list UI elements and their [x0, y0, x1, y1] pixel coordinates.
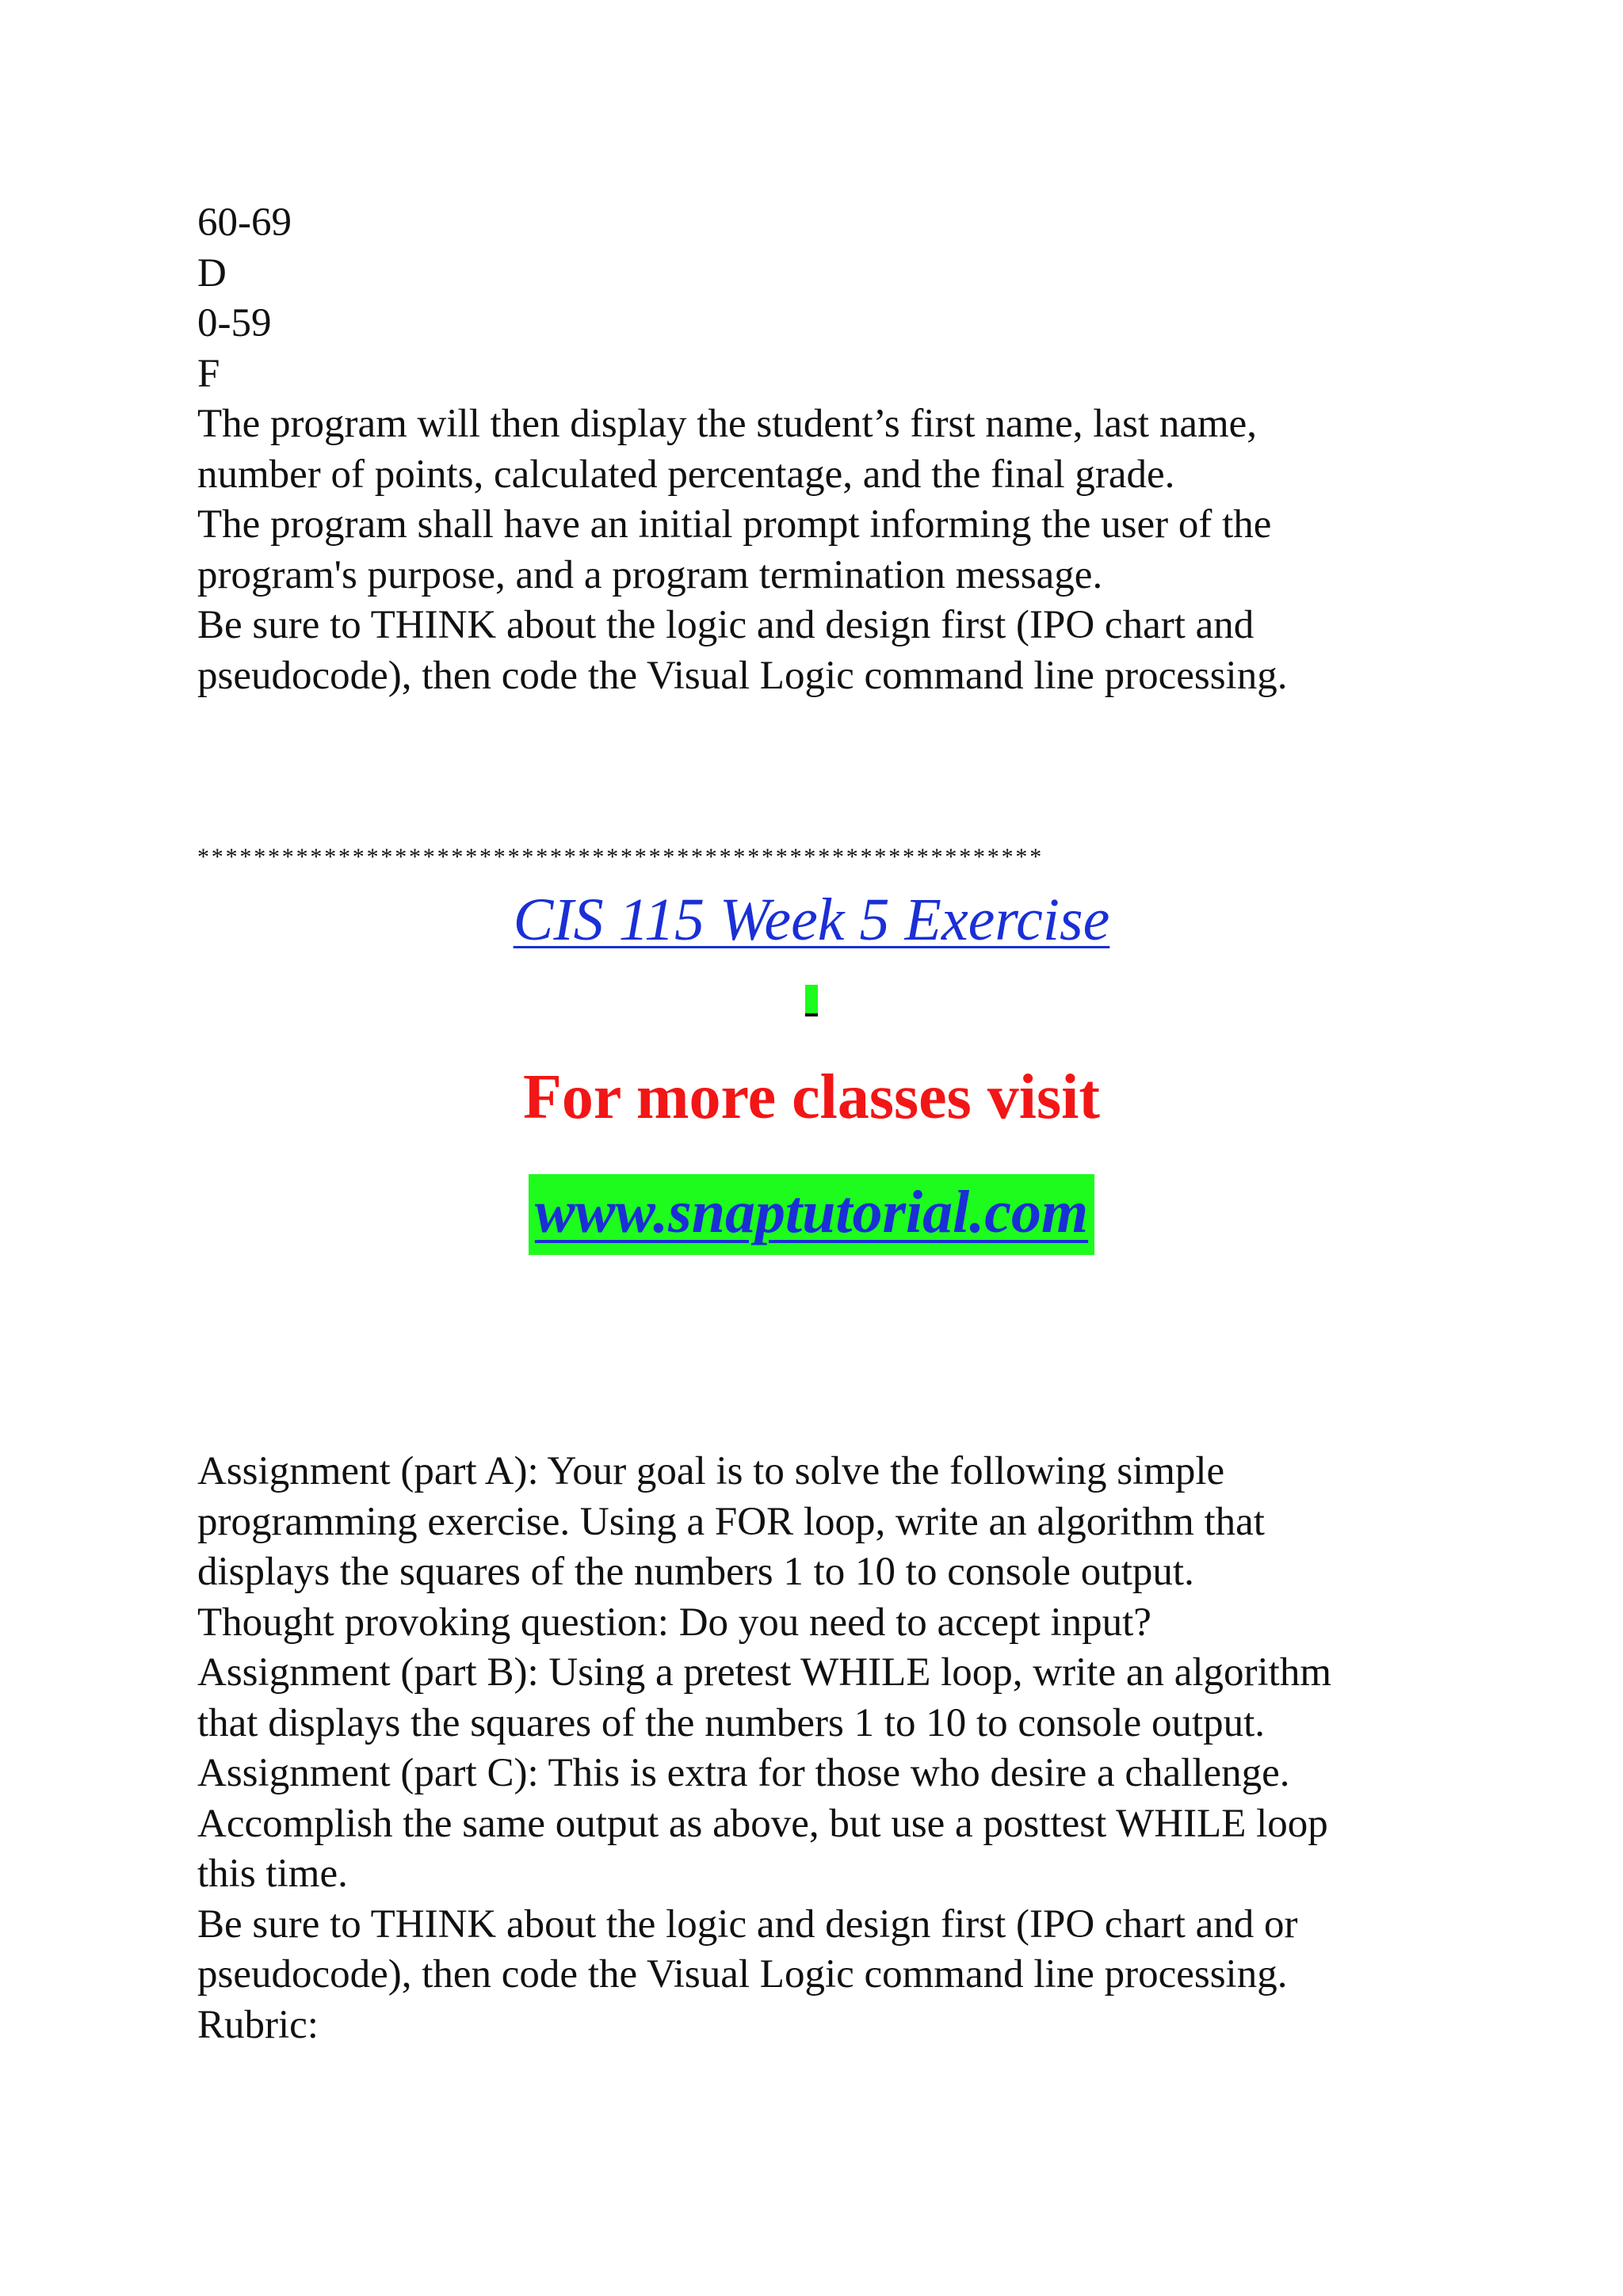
grading-text-block: [197, 198, 1465, 701]
text-line: programming exercise. Using a FOR loop, write an algorithm that: [197, 1499, 1265, 1544]
separator-line: ************************************************************: [197, 844, 1044, 870]
text-line: 0-59: [197, 301, 272, 345]
assignment-text-block: [197, 1447, 1465, 2050]
green-highlight-marker: [805, 985, 818, 1016]
text-line: that displays the squares of the numbers 1 to 10 to console output.: [197, 1700, 1266, 1745]
text-line: Assignment (part C): This is extra for those who desire a challenge.: [197, 1751, 1290, 1795]
text-line: Assignment (part B): Using a pretest WHILE loop, write an algorithm: [197, 1650, 1332, 1695]
text-line: D: [197, 250, 227, 296]
text-line: pseudocode), then code the Visual Logic command line processing.: [197, 653, 1288, 698]
text-line: Thought provoking question: Do you need to accept input?: [197, 1600, 1151, 1645]
visit-heading-wrap: [0, 1062, 1623, 1134]
text-line: The program shall have an initial prompt informing the user of the: [197, 502, 1272, 547]
site-link-wrap: [0, 1174, 1623, 1255]
text-line: this time.: [197, 1852, 348, 1896]
text-line: Rubric:: [197, 2002, 319, 2047]
site-link[interactable]: www.snaptutorial.com: [529, 1174, 1094, 1255]
text-line: Be sure to THINK about the logic and design first (IPO chart and: [197, 603, 1254, 647]
text-line: Assignment (part A): Your goal is to solve the following simple: [197, 1449, 1225, 1493]
visit-heading: For more classes visit: [522, 1062, 1100, 1132]
text-line: program's purpose, and a program termination message.: [197, 552, 1103, 597]
text-line: 60-69: [197, 200, 292, 245]
course-title-wrap: [0, 886, 1623, 955]
text-line: pseudocode), then code the Visual Logic command line processing.: [197, 1952, 1288, 1997]
text-line: number of points, calculated percentage, and the final grade.: [197, 452, 1175, 497]
text-line: Accomplish the same output as above, but use a posttest WHILE loop: [197, 1801, 1328, 1846]
text-line: The program will then display the student’s first name, last name,: [197, 402, 1258, 446]
text-line: Be sure to THINK about the logic and design first (IPO chart and or: [197, 1901, 1298, 1947]
text-line: F: [197, 351, 220, 396]
course-title-link[interactable]: CIS 115 Week 5 Exercise: [513, 887, 1110, 953]
highlight-marker-wrap: [0, 985, 1623, 1016]
text-line: displays the squares of the numbers 1 to 10 to console output.: [197, 1550, 1194, 1594]
